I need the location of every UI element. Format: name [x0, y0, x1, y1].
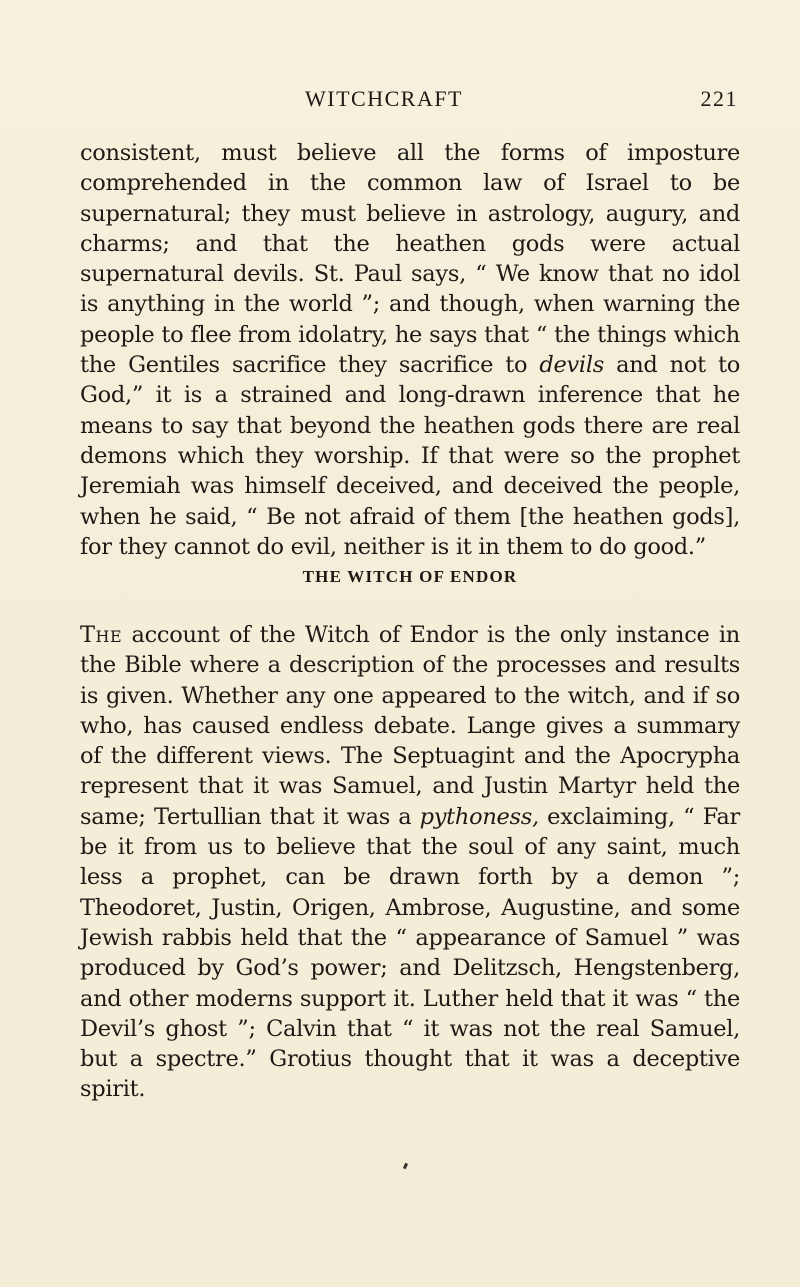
running-head — [80, 86, 738, 114]
paragraph-text: account of the Witch of Endor is the only instance in the Bible where a description of the processes and results is given. Whether any one appeared to the witch, and if so who, has caused endless debate. Lange gives a summary of the different views. The Septuagint and the Apocrypha represent that it was Samuel, and Justin Martyr held the same; Tertullian that it was a — [80, 622, 740, 830]
paragraph-witch-of-endor — [80, 620, 740, 1105]
lead-word: The — [80, 622, 123, 648]
paragraph-imposture — [80, 138, 740, 562]
italic-word-devils: devils — [539, 352, 604, 379]
page-number: 221 — [700, 86, 738, 111]
section-heading: THE WITCH OF ENDOR — [302, 567, 518, 586]
paragraph-text: consistent, must believe all the forms of imposture comprehended in the common law of Israel to be supernatural; they must believe in astrology, augury, and charms; and that the heathen gods were actual supernatural devils. St. Paul says, “ We know that no idol is anything in the world ”; and though, when warning the people to flee from idolatry, he says that “ the things which the Gentiles sacrifice they sacrifice to — [80, 140, 740, 379]
running-head-title: WITCHCRAFT — [305, 86, 463, 111]
paper-speck — [403, 1163, 408, 1170]
italic-word-pythoness: pythoness, — [419, 803, 539, 830]
paragraph-text: and not to God,” it is a strained and long-drawn inference that he means to say that beyond the heathen gods there are real demons which they worship. If that were so the prophet Jeremiah was himself deceived, and deceived the people, when he said, “ Be not afraid of them [the heathen gods], for they cannot do evil, neither is it in them to do good.” — [80, 352, 740, 560]
paragraph-text: exclaiming, “ Far be it from us to believe that the soul of any saint, much less a prophet, can be drawn forth by a demon ”; Theodoret, Justin, Origen, Ambrose, Augustine, and some Jewish rabbis held that the “ appearance of Samuel ” was produced by God’s power; and Delitzsch, Hengstenberg, and other moderns support it. Luther held that it was “ the Devil’s ghost ”; Calvin that “ it was not the real Samuel, but a spectre.” Grotius thought that it was a deceptive spirit. — [80, 803, 740, 1103]
